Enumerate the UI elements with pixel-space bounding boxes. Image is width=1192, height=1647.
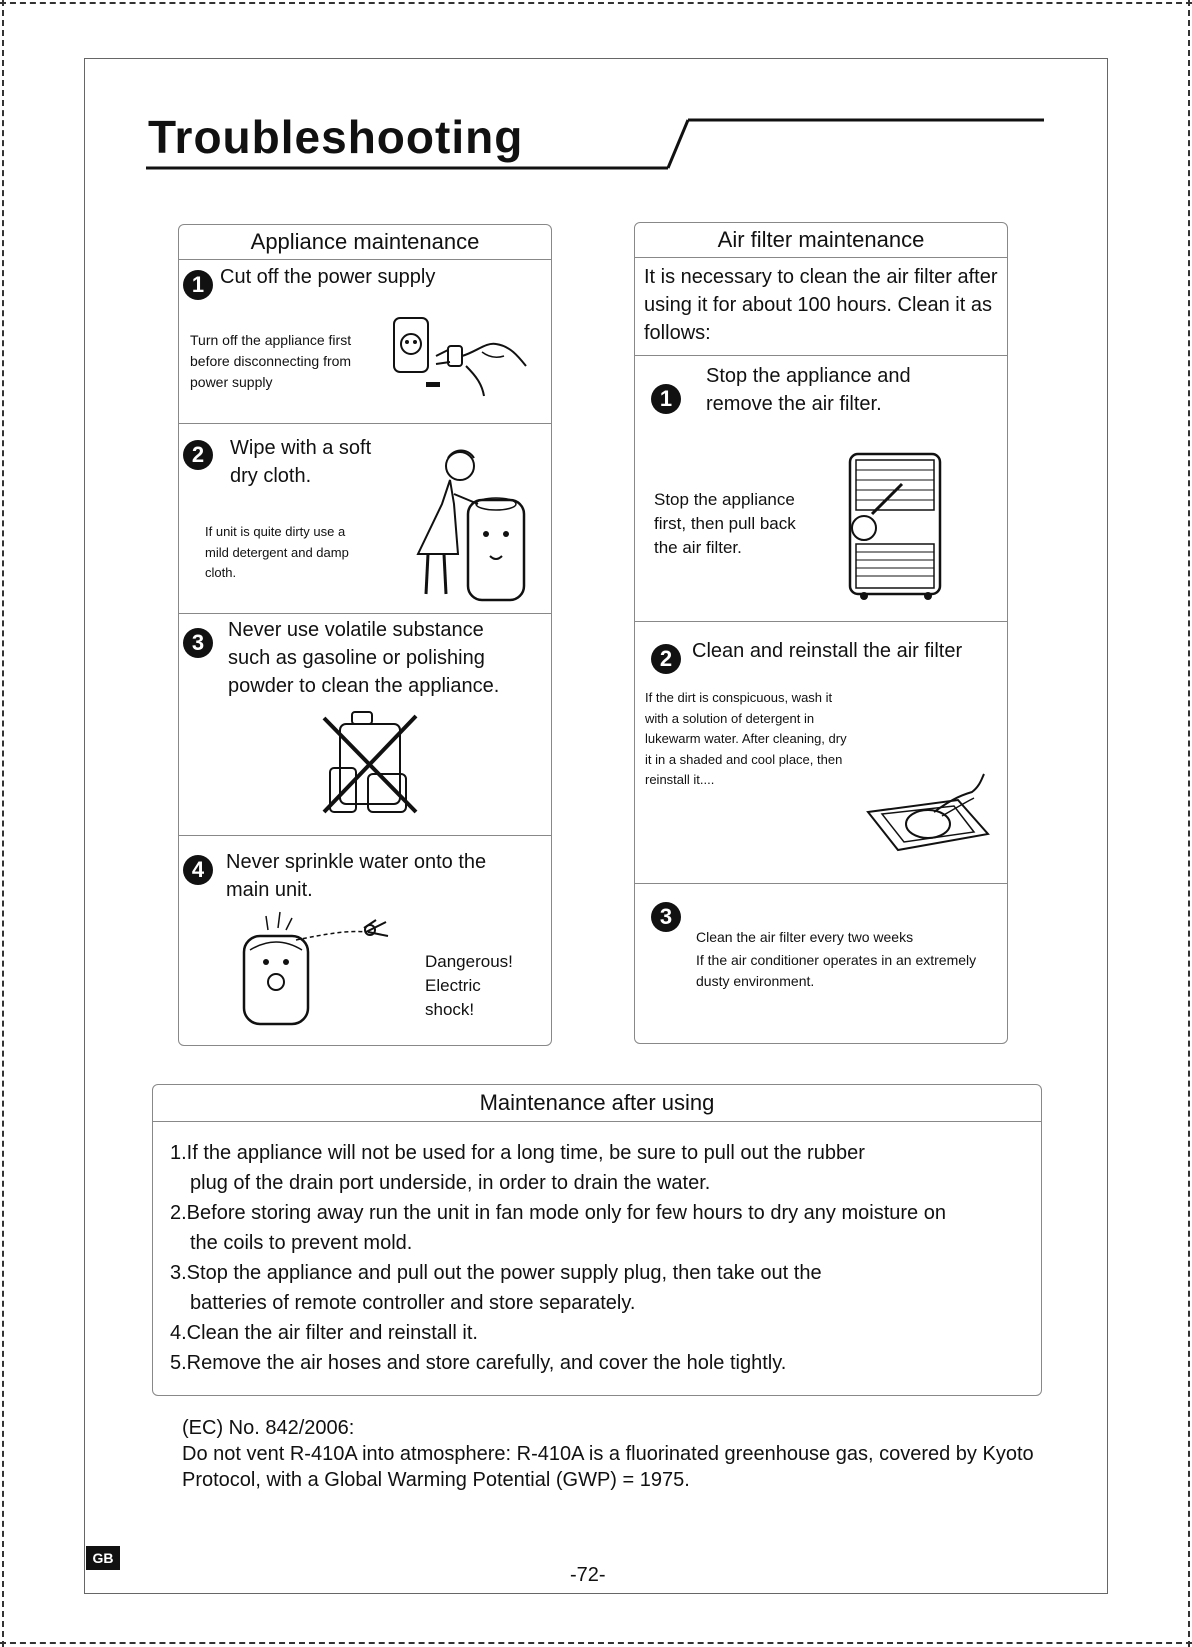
appliance-maintenance-heading: Appliance maintenance bbox=[179, 225, 551, 260]
divider bbox=[179, 423, 551, 424]
list-item: 4.Clean the air filter and reinstall it. bbox=[170, 1322, 478, 1344]
step-number-3: 3 bbox=[183, 628, 213, 658]
step-title-no-volatile: Never use volatile substance such as gasoline or polishing powder to clean the appliance. bbox=[228, 619, 500, 697]
step-number-4: 4 bbox=[183, 855, 213, 885]
divider bbox=[635, 621, 1007, 622]
air-filter-intro: It is necessary to clean the air filter after using it for about 100 hours. Clean it as follows: bbox=[644, 266, 998, 344]
list-item: 5.Remove the air hoses and store carefully, and cover the hole tightly. bbox=[170, 1352, 787, 1374]
step-title-no-water: Never sprinkle water onto the main unit. bbox=[226, 851, 487, 901]
divider bbox=[179, 835, 551, 836]
title-underline bbox=[0, 0, 1192, 200]
no-gasoline-cans-illustration bbox=[318, 708, 422, 820]
filter-step-note-clean: If the dirt is conspicuous, wash it with a solution of detergent in lukewarm water. After cleaning, dry it in a shaded and cool place, then reinstall it.... bbox=[645, 690, 847, 787]
divider bbox=[635, 355, 1007, 356]
step-note-cut-power: Turn off the appliance first before disconnecting from power supply bbox=[190, 332, 352, 390]
filter-step-number-2: 2 bbox=[651, 644, 681, 674]
page-number: -72- bbox=[570, 1564, 606, 1586]
filter-step-title-every-two-weeks: Clean the air filter every two weeks bbox=[696, 929, 914, 945]
woman-wiping-unit-illustration bbox=[398, 444, 538, 614]
maintenance-after-using-heading: Maintenance after using bbox=[153, 1085, 1041, 1122]
regulation-note bbox=[182, 1415, 1062, 1493]
air-filter-maintenance-heading: Air filter maintenance bbox=[635, 223, 1007, 258]
list-item: 1.If the appliance will not be used for a long time, be sure to pull out the rubber plug of the drain port underside, in order to drain the water. bbox=[170, 1142, 865, 1194]
dashed-border-left bbox=[2, 0, 4, 1647]
filter-step-number-3: 3 bbox=[651, 902, 681, 932]
filter-washing-illustration bbox=[862, 772, 992, 872]
filter-step-note-dusty: If the air conditioner operates in an extremely dusty environment. bbox=[696, 952, 977, 989]
page-title: Troubleshooting bbox=[148, 111, 524, 163]
filter-step-number-1: 1 bbox=[651, 384, 681, 414]
dashed-border-right bbox=[1188, 0, 1190, 1647]
regulation-reference: (EC) No. 842/2006: bbox=[182, 1417, 355, 1439]
unit-filter-removal-illustration bbox=[842, 444, 954, 604]
list-item: 2.Before storing away run the unit in fan mode only for few hours to dry any moisture on the coils to prevent mold. bbox=[170, 1202, 946, 1254]
step-note-wipe: If unit is quite dirty use a mild detergent and damp cloth. bbox=[205, 524, 349, 580]
filter-step-note-remove: Stop the appliance first, then pull back the air filter. bbox=[654, 490, 796, 557]
water-spray-unit-illustration bbox=[236, 910, 396, 1030]
unplug-illustration bbox=[386, 312, 536, 412]
filter-step-title-remove: Stop the appliance and remove the air filter. bbox=[706, 365, 911, 415]
step-title-cut-power: Cut off the power supply bbox=[220, 266, 436, 288]
list-item: 3.Stop the appliance and pull out the power supply plug, then take out the batteries of remote controller and store separately. bbox=[170, 1262, 822, 1314]
step-number-2: 2 bbox=[183, 440, 213, 470]
dashed-border-bottom bbox=[0, 1642, 1192, 1644]
step-title-wipe: Wipe with a soft dry cloth. bbox=[230, 437, 372, 487]
language-badge: GB bbox=[86, 1546, 120, 1570]
step-number-1: 1 bbox=[183, 270, 213, 300]
regulation-text: Do not vent R-410A into atmosphere: R-410A is a fluorinated greenhouse gas, covered by Kyoto Protocol, with a Global Warming Potential (GWP) = 1975. bbox=[182, 1443, 1034, 1491]
divider bbox=[635, 883, 1007, 884]
step-note-electric-shock: Dangerous! Electric shock! bbox=[425, 952, 513, 1019]
filter-step-title-clean: Clean and reinstall the air filter bbox=[692, 640, 963, 662]
maintenance-after-using-list bbox=[170, 1138, 1030, 1378]
